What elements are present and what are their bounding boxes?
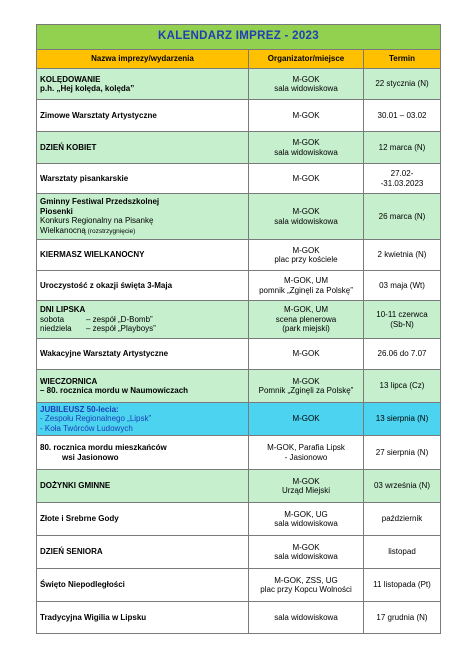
event-organizer: M-GOK, UM scena plenerowa (park miejski) [249, 301, 364, 339]
event-date: listopad [364, 536, 441, 569]
event-date: październik [364, 503, 441, 536]
table-row [37, 100, 441, 132]
event-name: DOŻYNKI GMINNE [37, 470, 249, 503]
event-name: Gminny Festiwal Przedszkolnej Piosenki Konkurs Regionalny na Pisankę Wielkanocną (rozstrzygnięcie) [37, 194, 249, 240]
event-date: 22 stycznia (N) [364, 69, 441, 100]
event-name: DZIEŃ KOBIET [37, 132, 249, 164]
table-row [37, 339, 441, 370]
column-header-event: Nazwa imprezy/wydarzenia [37, 50, 249, 69]
event-organizer: M-GOK [249, 339, 364, 370]
table-row [37, 470, 441, 503]
event-name: DNI LIPSKA sobota – zespół „D-Bomb” niedziela – zespół „Playboys” [37, 301, 249, 339]
event-organizer: M-GOK plac przy kościele [249, 240, 364, 271]
table-row [37, 271, 441, 301]
events-table [36, 24, 441, 634]
event-name: Święto Niepodległości [37, 569, 249, 602]
event-name: KOLĘDOWANIE p.h. „Hej kolęda, kolęda” [37, 69, 249, 100]
event-organizer: M-GOK sala widowiskowa [249, 194, 364, 240]
table-row [37, 569, 441, 602]
table-row [37, 69, 441, 100]
event-organizer: M-GOK, UG sala widowiskowa [249, 503, 364, 536]
table-row [37, 370, 441, 403]
table-row [37, 436, 441, 470]
event-name: Warsztaty pisankarskie [37, 164, 249, 194]
table-row [37, 503, 441, 536]
event-date: 12 marca (N) [364, 132, 441, 164]
event-organizer: M-GOK [249, 100, 364, 132]
calendar-title: KALENDARZ IMPREZ - 2023 [37, 25, 441, 50]
event-date: 26.06 do 7.07 [364, 339, 441, 370]
table-row [37, 164, 441, 194]
event-date: 03 maja (Wt) [364, 271, 441, 301]
event-date: 27.02- -31.03.2023 [364, 164, 441, 194]
event-organizer: M-GOK sala widowiskowa [249, 132, 364, 164]
column-header-organizer: Organizator/miejsce [249, 50, 364, 69]
table-row [37, 403, 441, 436]
event-date: 13 sierpnia (N) [364, 403, 441, 436]
event-organizer: M-GOK sala widowiskowa [249, 536, 364, 569]
event-organizer: M-GOK Pomnik „Zginęli za Polskę” [249, 370, 364, 403]
event-name: Złote i Srebrne Gody [37, 503, 249, 536]
event-name: Wakacyjne Warsztaty Artystyczne [37, 339, 249, 370]
event-date: 27 sierpnia (N) [364, 436, 441, 470]
table-row [37, 240, 441, 271]
event-date: 2 kwietnia (N) [364, 240, 441, 271]
events-calendar-sheet [36, 24, 440, 634]
event-name: WIECZORNICA – 80. rocznica mordu w Naumowiczach [37, 370, 249, 403]
event-name: KIERMASZ WIELKANOCNY [37, 240, 249, 271]
event-name: JUBILEUSZ 50-lecia: - Zespołu Regionalnego „Lipsk” - Koła Twórców Ludowych [37, 403, 249, 436]
event-organizer: M-GOK Urząd Miejski [249, 470, 364, 503]
event-date: 26 marca (N) [364, 194, 441, 240]
event-organizer: M-GOK, UM pomnik „Zginęli za Polskę” [249, 271, 364, 301]
table-header-row [37, 50, 441, 69]
event-name: Tradycyjna Wigilia w Lipsku [37, 602, 249, 634]
event-name: Uroczystość z okazji święta 3-Maja [37, 271, 249, 301]
event-name: Zimowe Warsztaty Artystyczne [37, 100, 249, 132]
event-date: 03 września (N) [364, 470, 441, 503]
column-header-date: Termin [364, 50, 441, 69]
event-date: 17 grudnia (N) [364, 602, 441, 634]
event-date: 13 lipca (Cz) [364, 370, 441, 403]
table-row [37, 602, 441, 634]
event-organizer: M-GOK, Parafia Lipsk - Jasionowo [249, 436, 364, 470]
table-row [37, 194, 441, 240]
event-name: 80. rocznica mordu mieszkańców wsi Jasionowo [37, 436, 249, 470]
event-date: 30.01 – 03.02 [364, 100, 441, 132]
event-organizer: M-GOK [249, 164, 364, 194]
event-date: 11 listopada (Pt) [364, 569, 441, 602]
table-row [37, 536, 441, 569]
event-organizer: sala widowiskowa [249, 602, 364, 634]
event-organizer: M-GOK [249, 403, 364, 436]
event-date: 10-11 czerwca (Sb-N) [364, 301, 441, 339]
event-name: DZIEŃ SENIORA [37, 536, 249, 569]
table-row [37, 132, 441, 164]
event-organizer: M-GOK, ZSS, UG plac przy Kopcu Wolności [249, 569, 364, 602]
event-organizer: M-GOK sala widowiskowa [249, 69, 364, 100]
table-row [37, 301, 441, 339]
